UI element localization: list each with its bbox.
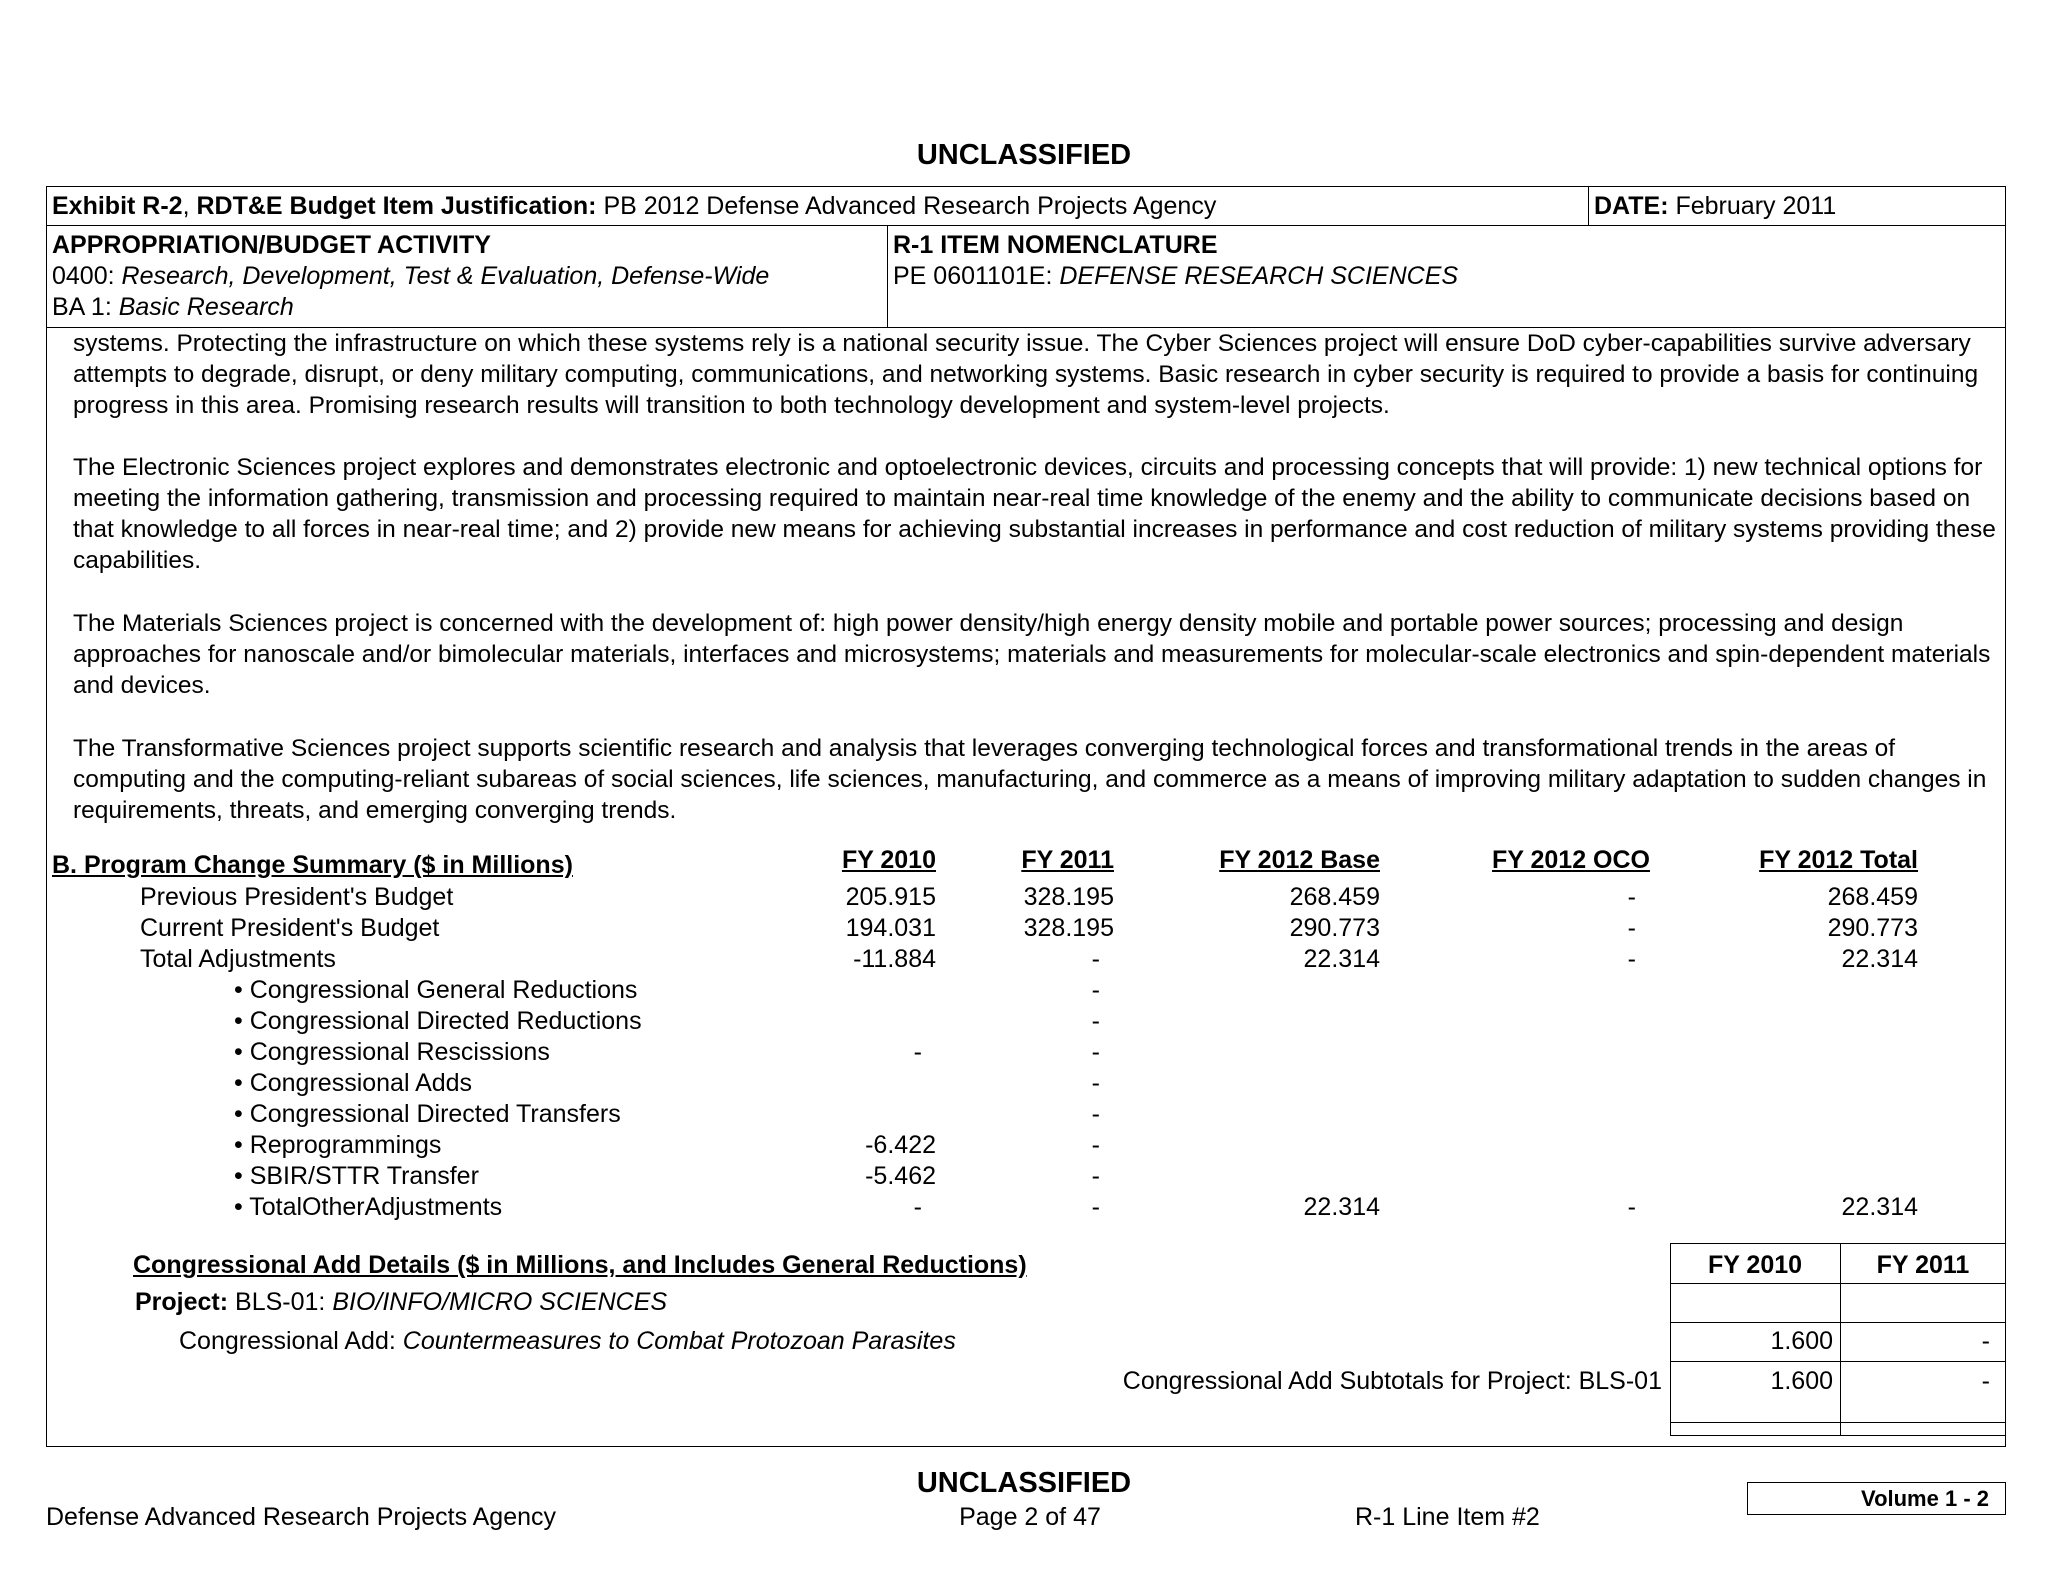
header-classification: UNCLASSIFIED: [916, 139, 1132, 171]
divider: [46, 225, 2006, 226]
col-fy2010: FY 2010: [841, 846, 936, 874]
justification-value: PB 2012 Defense Advanced Research Projects Agency: [596, 192, 1217, 220]
col-fy2012-oco: FY 2012 OCO: [1492, 846, 1650, 874]
divider: [1588, 186, 1589, 226]
paragraph-transformative: The Transformative Sciences project supports scientific research and analysis that leverages converging technological forces and transformational trends in the areas of computing and the computing-reliant subareas of social sciences, life sciences, manufacturing, and commerce as a means of improving military adaptation to sudden changes in requirements, threats, and emerging converging trends.: [73, 735, 1987, 824]
divider: [1670, 1422, 2006, 1423]
cong-add-fy2011: -: [1981, 1327, 1990, 1355]
cong-add-fy2010: 1.600: [1770, 1327, 1833, 1355]
col-fy2012-base: FY 2012 Base: [1219, 846, 1380, 874]
col-fy2011: FY 2011: [1021, 846, 1114, 874]
footer-agency: Defense Advanced Research Projects Agency: [46, 1503, 557, 1531]
divider: [1670, 1322, 2006, 1323]
appropriation-label: APPROPRIATION/BUDGET ACTIVITY: [52, 231, 491, 259]
exhibit-date: [1594, 191, 1836, 221]
date-value: February 2011: [1668, 192, 1837, 220]
volume-box: [1747, 1482, 2006, 1515]
footer-volume: Volume 1 - 2: [1861, 1486, 1989, 1511]
divider: [1670, 1361, 2006, 1362]
paragraph-cyber: systems. Protecting the infrastructure on which these systems rely is a national security issue. The Cyber Sciences project will ensure DoD cyber-capabilities survive adversary attempts to degrade, disrupt, or deny military computing, communications, and networking systems. Basic research in cyber security is required to provide a basis for continuing progress in this area. Promising research results will transition to both technology development and system-level projects.: [73, 330, 1979, 419]
summary-title: B. Program Change Summary ($ in Millions): [52, 851, 573, 879]
divider: [1670, 1283, 2006, 1284]
cong-project: Project: BLS-01: BIO/INFO/MICRO SCIENCES: [135, 1288, 668, 1316]
cong-subtotal-fy2010: 1.600: [1770, 1367, 1833, 1395]
exhibit-label: Exhibit R-2: [52, 192, 183, 220]
divider: [887, 225, 888, 328]
budget-activity-value: BA 1: Basic Research: [52, 293, 294, 321]
cong-add-title: Congressional Add Details ($ in Millions, and Includes General Reductions): [133, 1251, 1027, 1279]
col-fy2012-total: FY 2012 Total: [1759, 846, 1918, 874]
paragraph-electronic: The Electronic Sciences project explores and demonstrates electronic and optoelectronic devices, circuits and processing concepts that will provide: 1) new technical options for meeting the information gathering, transmission and processing required to maintain near-real time knowledge of the enemy and the ability to communicate decisions based on that knowledge to all forces in near-real time; and 2) provide new means for achieving substantial increases in performance and cost reduction of military systems providing these capabilities.: [73, 454, 1996, 574]
date-label: DATE:: [1594, 192, 1669, 220]
justification-label: RDT&E Budget Item Justification:: [196, 192, 597, 220]
cong-col-fy2010: FY 2010: [1707, 1251, 1803, 1279]
footer-classification: UNCLASSIFIED: [916, 1467, 1132, 1499]
r1-label: R-1 ITEM NOMENCLATURE: [893, 231, 1218, 259]
exhibit-title: Exhibit R-2, RDT&E Budget Item Justification: PB 2012 Defense Advanced Research Projects Agency: [52, 192, 1217, 220]
footer-page-number: Page 2 of 47: [959, 1503, 1101, 1531]
cong-subtotal-label: Congressional Add Subtotals for Project: BLS-01: [1122, 1367, 1662, 1395]
cong-subtotal-fy2011: -: [1981, 1367, 1990, 1395]
r1-value: PE 0601101E: DEFENSE RESEARCH SCIENCES: [893, 262, 1459, 290]
footer-line-item: R-1 Line Item #2: [1355, 1503, 1540, 1531]
cong-col-fy2011: FY 2011: [1876, 1251, 1970, 1279]
cong-add-item: Congressional Add: Countermeasures to Combat Protozoan Parasites: [179, 1327, 956, 1355]
appropriation-value: 0400: Research, Development, Test & Evaluation, Defense-Wide: [52, 262, 770, 290]
paragraph-materials: The Materials Sciences project is concerned with the development of: high power density/high energy density mobile and portable power sources; processing and design approaches for nanoscale and/or bimolecular materials, interfaces and microsystems; materials and measurements for molecular-scale electronics and spin-dependent materials and devices.: [73, 610, 1991, 699]
